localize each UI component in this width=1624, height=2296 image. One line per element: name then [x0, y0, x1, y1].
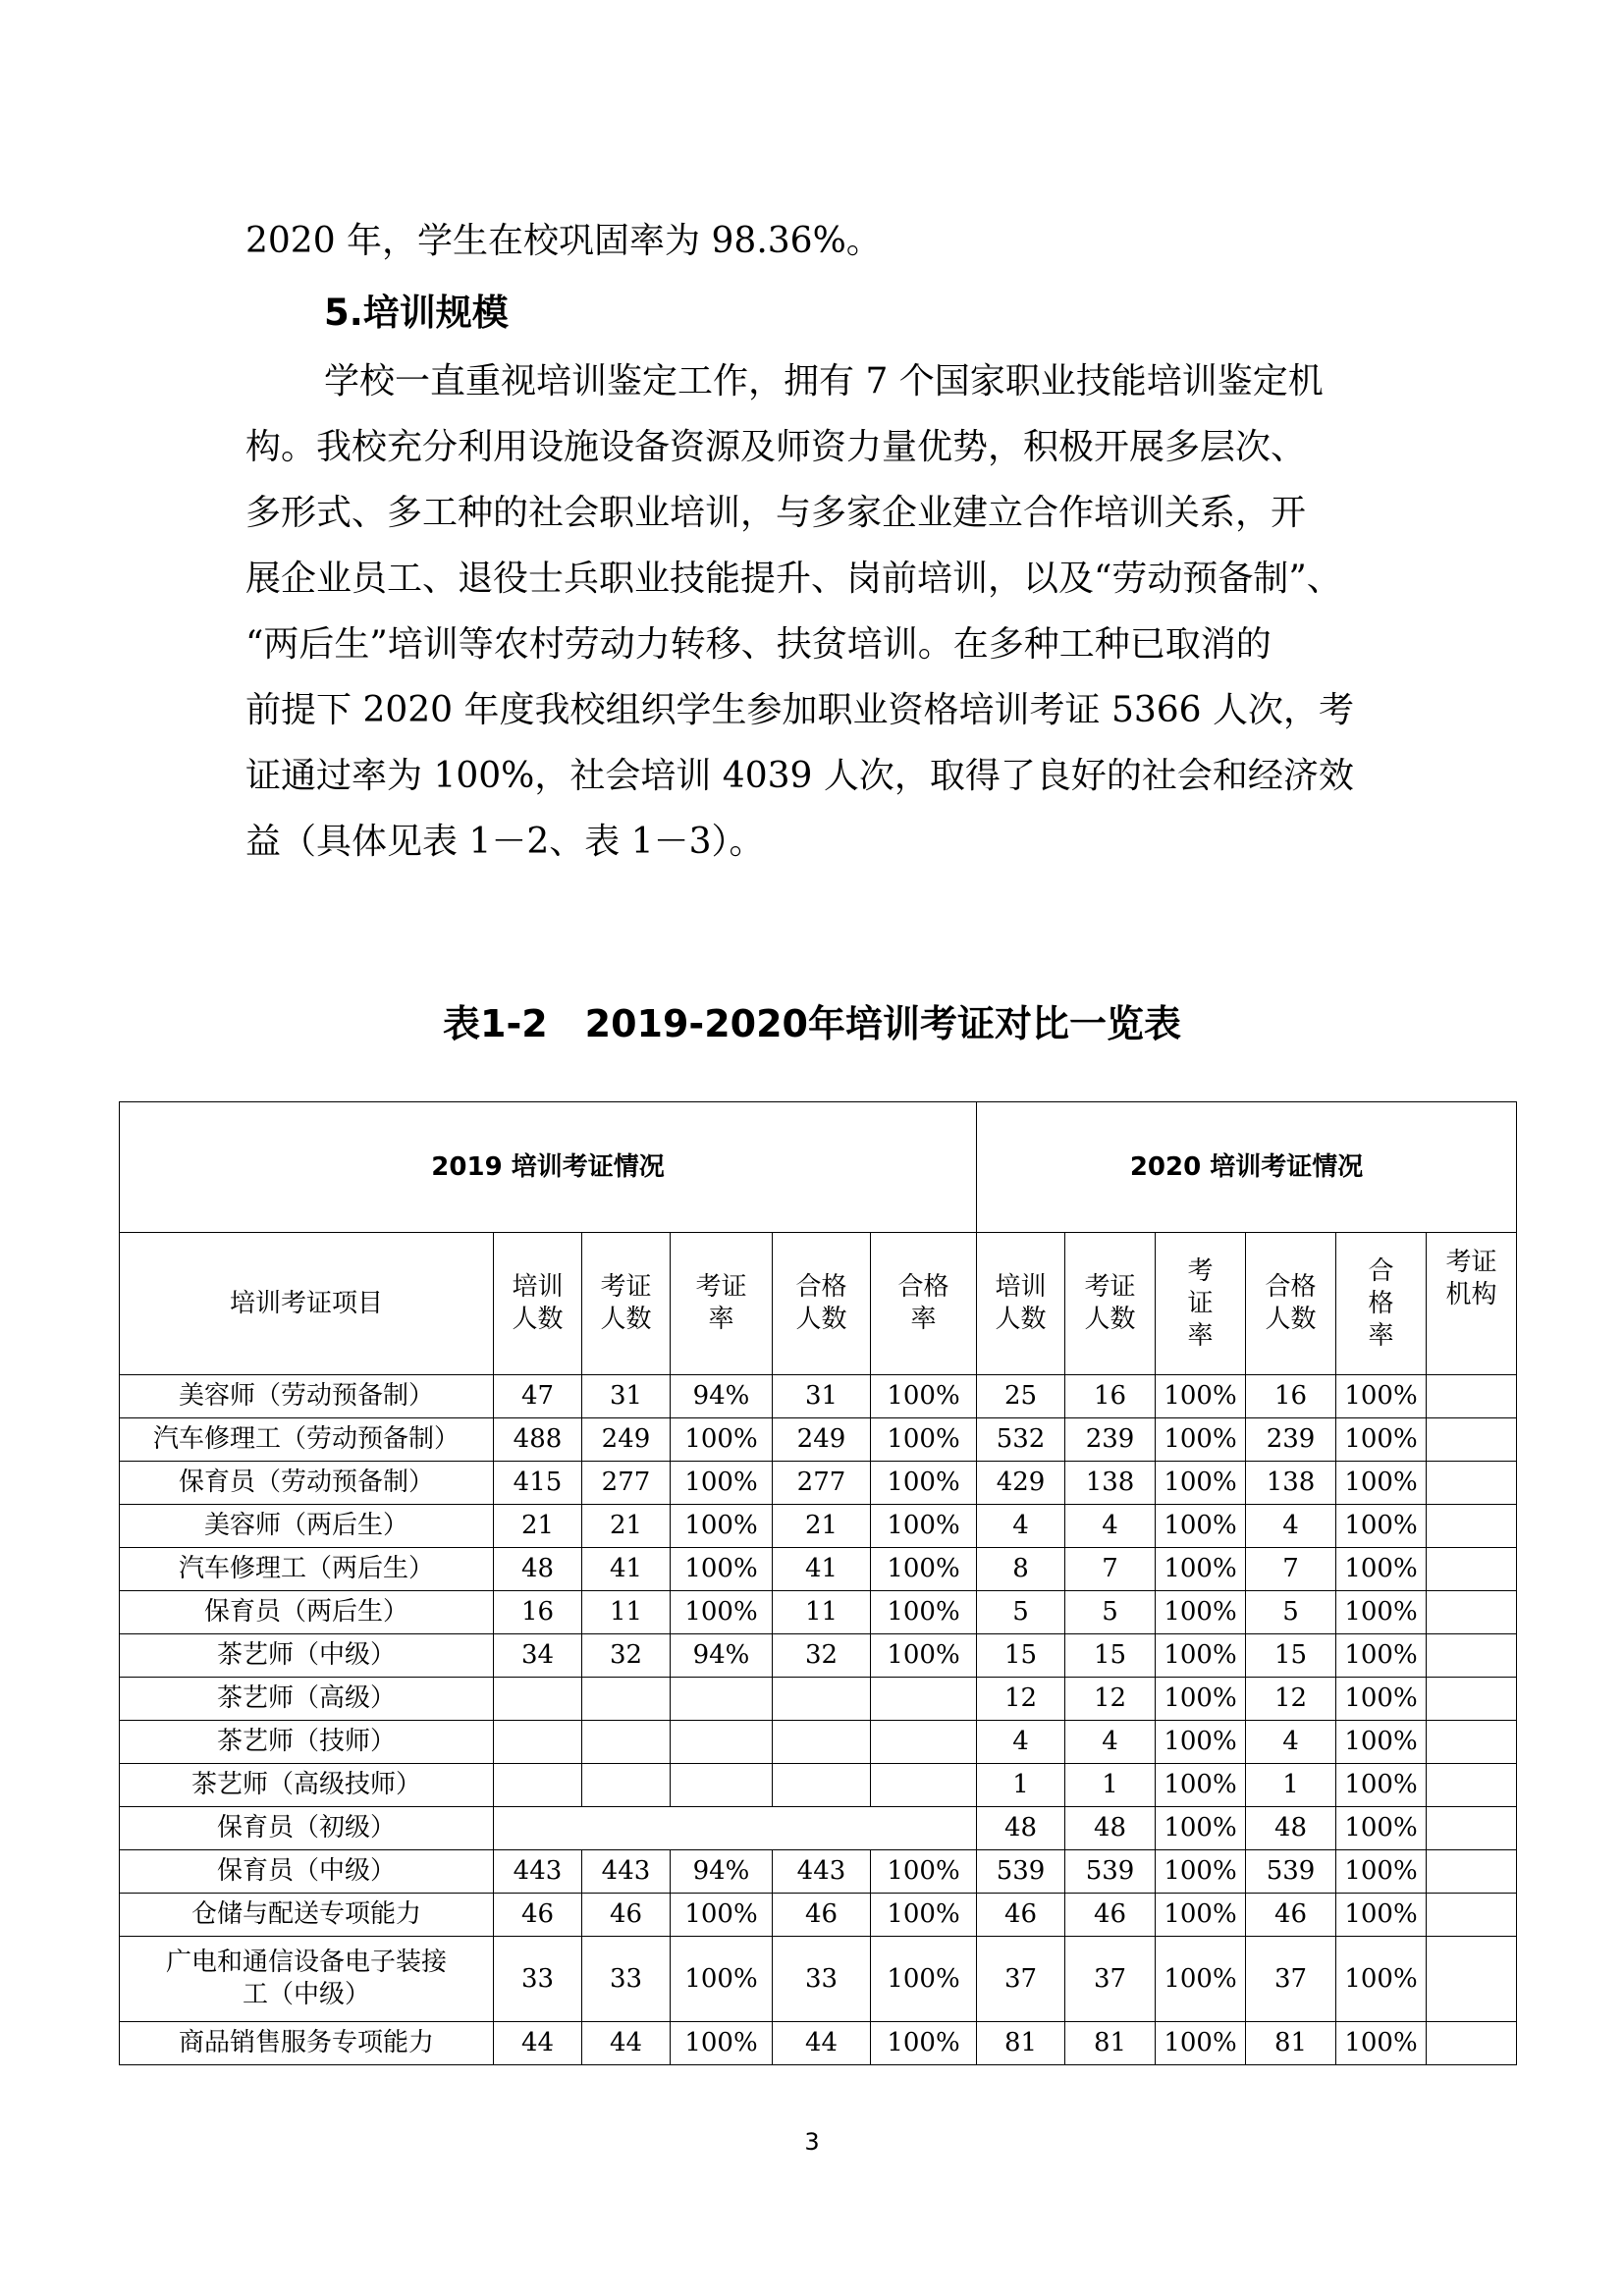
table-row — [120, 1505, 1517, 1548]
paragraph-line: 学校一直重视培训鉴定工作，拥有 7 个国家职业技能培训鉴定机 — [324, 361, 1324, 401]
row-item-name: 保育员（中级） — [120, 1850, 494, 1894]
cell-2019 — [773, 1721, 871, 1764]
row-item-name: 保育员（劳动预备制） — [120, 1462, 494, 1505]
cell-2019 — [582, 1764, 671, 1807]
row-item-name: 仓储与配送专项能力 — [120, 1894, 494, 1937]
table-row — [120, 2022, 1517, 2065]
row-item-name: 茶艺师（中级） — [120, 1634, 494, 1678]
cell-2019: 100% — [871, 1937, 977, 2022]
cell-2020: 138 — [1065, 1462, 1156, 1505]
cell-2019: 21 — [773, 1505, 871, 1548]
cell-2019: 94% — [671, 1375, 773, 1418]
cell-2019: 41 — [582, 1548, 671, 1591]
cell-2020: 100% — [1336, 1894, 1427, 1937]
cell-2020: 8 — [977, 1548, 1065, 1591]
cell-2019: 34 — [494, 1634, 582, 1678]
cell-2020: 1 — [1246, 1764, 1336, 1807]
cell-2019 — [671, 1764, 773, 1807]
cell-2020: 100% — [1336, 1591, 1427, 1634]
cell-2020: 48 — [1246, 1807, 1336, 1850]
table-row — [120, 1462, 1517, 1505]
cell-2020: 100% — [1336, 1764, 1427, 1807]
table-row — [120, 1548, 1517, 1591]
cell-2019: 33 — [773, 1937, 871, 2022]
cell-2020: 539 — [1246, 1850, 1336, 1894]
cell-2019: 33 — [582, 1937, 671, 2022]
cell-2020: 100% — [1336, 1807, 1427, 1850]
cell-2019: 249 — [582, 1418, 671, 1462]
cell-2020: 37 — [1065, 1937, 1156, 2022]
cell-2020: 100% — [1156, 1764, 1246, 1807]
cell-2019: 100% — [871, 1375, 977, 1418]
row-item-name: 茶艺师（高级技师） — [120, 1764, 494, 1807]
table-row — [120, 1937, 1517, 2022]
table-row — [120, 1634, 1517, 1678]
cell-org — [1427, 1764, 1517, 1807]
cell-2020: 15 — [1246, 1634, 1336, 1678]
row-item-name: 茶艺师（技师） — [120, 1721, 494, 1764]
cell-2019: 277 — [582, 1462, 671, 1505]
row-item-name: 广电和通信设备电子装接 工（中级） — [120, 1937, 494, 2022]
cell-2020: 25 — [977, 1375, 1065, 1418]
cell-2020: 100% — [1156, 1937, 1246, 2022]
cell-2019: 488 — [494, 1418, 582, 1462]
cell-org — [1427, 1807, 1517, 1850]
cell-2020: 4 — [977, 1505, 1065, 1548]
col-header-2020: 培训 人数 — [977, 1233, 1065, 1375]
cell-org — [1427, 1505, 1517, 1548]
cell-2020: 4 — [1246, 1721, 1336, 1764]
col-header-2020: 考证 人数 — [1065, 1233, 1156, 1375]
row-item-name: 商品销售服务专项能力 — [120, 2022, 494, 2065]
cell-2020: 100% — [1336, 1418, 1427, 1462]
cell-2019: 100% — [871, 1634, 977, 1678]
cell-2019 — [494, 1764, 582, 1807]
cell-2019: 100% — [871, 1505, 977, 1548]
cell-2020: 15 — [977, 1634, 1065, 1678]
cell-2020: 100% — [1156, 1634, 1246, 1678]
col-header-2019: 合格 率 — [871, 1233, 977, 1375]
cell-2020: 15 — [1065, 1634, 1156, 1678]
cell-2019 — [871, 1764, 977, 1807]
cell-2019: 46 — [773, 1894, 871, 1937]
cell-2020: 100% — [1156, 1850, 1246, 1894]
cell-2020: 100% — [1156, 1375, 1246, 1418]
cell-2020: 100% — [1156, 2022, 1246, 2065]
cell-2020: 46 — [1065, 1894, 1156, 1937]
cell-2019: 21 — [494, 1505, 582, 1548]
cell-2019: 48 — [494, 1548, 582, 1591]
cell-2019: 415 — [494, 1462, 582, 1505]
cell-2020: 7 — [1246, 1548, 1336, 1591]
cell-org — [1427, 1375, 1517, 1418]
cell-2019: 100% — [871, 2022, 977, 2065]
cell-2019: 100% — [671, 1591, 773, 1634]
cell-2020: 239 — [1246, 1418, 1336, 1462]
cell-org — [1427, 1634, 1517, 1678]
cell-2020: 100% — [1156, 1894, 1246, 1937]
cell-2020: 5 — [977, 1591, 1065, 1634]
cell-org — [1427, 1418, 1517, 1462]
cell-2019: 100% — [871, 1591, 977, 1634]
cell-org — [1427, 1678, 1517, 1721]
cell-2019-merged — [494, 1807, 977, 1850]
section-heading: 5.培训规模 — [324, 292, 509, 334]
cell-2020: 4 — [1246, 1505, 1336, 1548]
table-row — [120, 1850, 1517, 1894]
cell-2020: 239 — [1065, 1418, 1156, 1462]
col-header-2020: 合 格 率 — [1336, 1233, 1427, 1375]
cell-2020: 7 — [1065, 1548, 1156, 1591]
cell-2019 — [582, 1721, 671, 1764]
cell-org — [1427, 1591, 1517, 1634]
cell-2019 — [773, 1764, 871, 1807]
cell-2020: 539 — [977, 1850, 1065, 1894]
col-header-item: 培训考证项目 — [120, 1233, 494, 1375]
cell-2020: 5 — [1065, 1591, 1156, 1634]
cell-2020: 4 — [1065, 1721, 1156, 1764]
cell-2019 — [871, 1678, 977, 1721]
table-row — [120, 1678, 1517, 1721]
cell-org — [1427, 2022, 1517, 2065]
row-item-name: 汽车修理工（两后生） — [120, 1548, 494, 1591]
cell-2020: 16 — [1065, 1375, 1156, 1418]
table-row — [120, 1591, 1517, 1634]
cell-2020: 100% — [1156, 1505, 1246, 1548]
cell-org — [1427, 1462, 1517, 1505]
cell-2019: 100% — [671, 1418, 773, 1462]
cell-2019: 46 — [582, 1894, 671, 1937]
cell-2019: 100% — [871, 1418, 977, 1462]
cell-2020: 1 — [1065, 1764, 1156, 1807]
cell-2020: 12 — [977, 1678, 1065, 1721]
group-header-2019: 2019 培训考证情况 — [120, 1102, 977, 1233]
paragraph-line: 前提下 2020 年度我校组织学生参加职业资格培训考证 5366 人次，考 — [245, 690, 1355, 730]
cell-2020: 16 — [1246, 1375, 1336, 1418]
cell-2020: 100% — [1336, 1721, 1427, 1764]
paragraph-line: “两后生”培训等农村劳动力转移、扶贫培训。在多种工种已取消的 — [245, 624, 1272, 665]
cell-2020: 539 — [1065, 1850, 1156, 1894]
table-row — [120, 1418, 1517, 1462]
cell-2020: 100% — [1156, 1807, 1246, 1850]
cell-2019: 94% — [671, 1634, 773, 1678]
cell-2019 — [773, 1678, 871, 1721]
cell-2020: 532 — [977, 1418, 1065, 1462]
cell-2020: 81 — [1065, 2022, 1156, 2065]
cell-2020: 100% — [1336, 1505, 1427, 1548]
cell-2019: 44 — [494, 2022, 582, 2065]
row-item-name: 美容师（劳动预备制） — [120, 1375, 494, 1418]
cell-2020: 46 — [1246, 1894, 1336, 1937]
training-comparison-table — [119, 1101, 1517, 2065]
col-header-org: 考证 机构 — [1427, 1233, 1517, 1375]
cell-2019: 277 — [773, 1462, 871, 1505]
cell-2019 — [494, 1678, 582, 1721]
row-item-name: 保育员（初级） — [120, 1807, 494, 1850]
cell-2019 — [671, 1721, 773, 1764]
cell-2019: 31 — [773, 1375, 871, 1418]
intro-text: 2020 年，学生在校巩固率为 98.36%。 — [245, 221, 882, 261]
cell-2019: 94% — [671, 1850, 773, 1894]
cell-2020: 429 — [977, 1462, 1065, 1505]
paragraph-line: 益（具体见表 1－2、表 1－3）。 — [245, 822, 765, 862]
cell-2020: 100% — [1336, 1548, 1427, 1591]
cell-2019: 11 — [773, 1591, 871, 1634]
cell-2020: 4 — [977, 1721, 1065, 1764]
cell-2020: 81 — [1246, 2022, 1336, 2065]
table-row — [120, 1764, 1517, 1807]
cell-2019 — [582, 1678, 671, 1721]
cell-org — [1427, 1937, 1517, 2022]
col-header-2019: 考证 人数 — [582, 1233, 671, 1375]
cell-2020: 100% — [1336, 1634, 1427, 1678]
cell-2020: 100% — [1336, 1375, 1427, 1418]
paragraph-line: 多形式、多工种的社会职业培训，与多家企业建立合作培训关系，开 — [245, 493, 1307, 533]
paragraph-line: 展企业员工、退役士兵职业技能提升、岗前培训，以及“劳动预备制”、 — [245, 559, 1342, 599]
cell-2020: 4 — [1065, 1505, 1156, 1548]
cell-2019: 100% — [871, 1850, 977, 1894]
table-row — [120, 1807, 1517, 1850]
cell-org — [1427, 1548, 1517, 1591]
col-header-2019: 合格 人数 — [773, 1233, 871, 1375]
cell-2020: 100% — [1336, 1937, 1427, 2022]
table-row — [120, 1721, 1517, 1764]
table-row — [120, 1894, 1517, 1937]
cell-2020: 100% — [1336, 1850, 1427, 1894]
col-header-2019: 培训 人数 — [494, 1233, 582, 1375]
cell-2020: 100% — [1336, 1678, 1427, 1721]
body-paragraph — [245, 348, 1384, 875]
cell-2020: 1 — [977, 1764, 1065, 1807]
cell-2019: 32 — [582, 1634, 671, 1678]
col-header-2019: 考证 率 — [671, 1233, 773, 1375]
cell-2020: 138 — [1246, 1462, 1336, 1505]
cell-2020: 100% — [1156, 1721, 1246, 1764]
cell-2020: 5 — [1246, 1591, 1336, 1634]
cell-2019: 249 — [773, 1418, 871, 1462]
cell-2019: 100% — [671, 2022, 773, 2065]
cell-2020: 100% — [1156, 1591, 1246, 1634]
cell-2019: 443 — [494, 1850, 582, 1894]
page-number: 3 — [804, 2128, 820, 2156]
cell-2019: 100% — [671, 1937, 773, 2022]
cell-2020: 100% — [1156, 1678, 1246, 1721]
col-header-2020: 考 证 率 — [1156, 1233, 1246, 1375]
paragraph-line: 构。我校充分利用设施设备资源及师资力量优势，积极开展多层次、 — [245, 427, 1307, 467]
cell-2019: 31 — [582, 1375, 671, 1418]
cell-2019: 46 — [494, 1894, 582, 1937]
cell-2019: 41 — [773, 1548, 871, 1591]
cell-org — [1427, 1850, 1517, 1894]
group-header-2020: 2020 培训考证情况 — [977, 1102, 1517, 1233]
cell-2019: 100% — [871, 1548, 977, 1591]
row-item-name: 保育员（两后生） — [120, 1591, 494, 1634]
paragraph-line: 证通过率为 100%，社会培训 4039 人次，取得了良好的社会和经济效 — [245, 756, 1354, 796]
row-item-name: 美容师（两后生） — [120, 1505, 494, 1548]
cell-2019: 100% — [671, 1505, 773, 1548]
table-row — [120, 1375, 1517, 1418]
cell-2019: 33 — [494, 1937, 582, 2022]
cell-2019 — [871, 1721, 977, 1764]
cell-2019: 100% — [671, 1894, 773, 1937]
cell-2019 — [494, 1721, 582, 1764]
cell-2020: 100% — [1336, 2022, 1427, 2065]
cell-2020: 12 — [1246, 1678, 1336, 1721]
cell-2020: 48 — [977, 1807, 1065, 1850]
cell-2019: 44 — [773, 2022, 871, 2065]
cell-2020: 81 — [977, 2022, 1065, 2065]
cell-2019: 44 — [582, 2022, 671, 2065]
cell-2020: 100% — [1156, 1548, 1246, 1591]
cell-2019: 443 — [773, 1850, 871, 1894]
cell-2019: 47 — [494, 1375, 582, 1418]
cell-2020: 48 — [1065, 1807, 1156, 1850]
intro-line — [245, 208, 1384, 274]
cell-2019: 32 — [773, 1634, 871, 1678]
cell-2019 — [671, 1678, 773, 1721]
cell-2019: 11 — [582, 1591, 671, 1634]
cell-2020: 100% — [1156, 1462, 1246, 1505]
cell-2019: 443 — [582, 1850, 671, 1894]
cell-2020: 12 — [1065, 1678, 1156, 1721]
cell-2020: 37 — [977, 1937, 1065, 2022]
col-header-2020: 合格 人数 — [1246, 1233, 1336, 1375]
cell-2020: 100% — [1156, 1418, 1246, 1462]
cell-2019: 100% — [671, 1462, 773, 1505]
cell-2020: 46 — [977, 1894, 1065, 1937]
cell-org — [1427, 1894, 1517, 1937]
row-item-name: 茶艺师（高级） — [120, 1678, 494, 1721]
cell-org — [1427, 1721, 1517, 1764]
table-title: 表1-2 2019-2020年培训考证对比一览表 — [443, 1002, 1181, 1045]
cell-2019: 100% — [871, 1462, 977, 1505]
cell-2020: 100% — [1336, 1462, 1427, 1505]
cell-2019: 100% — [871, 1894, 977, 1937]
cell-2019: 16 — [494, 1591, 582, 1634]
cell-2019: 21 — [582, 1505, 671, 1548]
cell-2019: 100% — [671, 1548, 773, 1591]
cell-2020: 37 — [1246, 1937, 1336, 2022]
row-item-name: 汽车修理工（劳动预备制） — [120, 1418, 494, 1462]
